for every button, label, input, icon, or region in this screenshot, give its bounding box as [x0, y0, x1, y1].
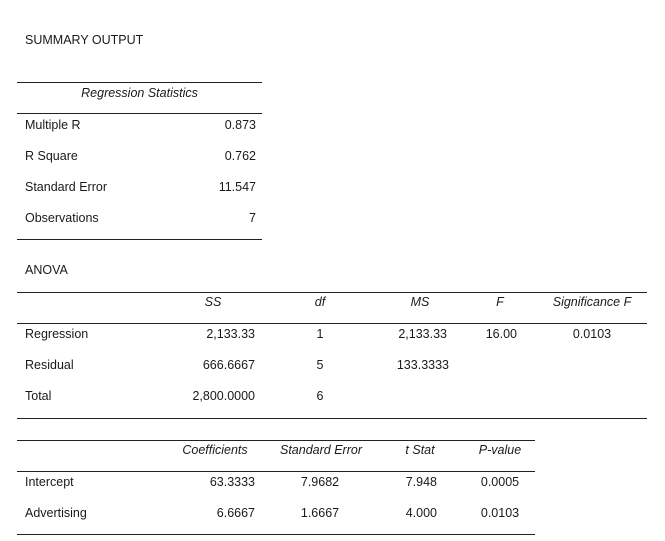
anova-regression-df: 1 [316, 327, 324, 341]
coef-bottom-rule [17, 534, 535, 535]
anova-top-rule [17, 292, 647, 293]
anova-label-regression: Regression [25, 327, 89, 341]
regstats-label-standard-error: Standard Error [25, 180, 107, 194]
summary-title: SUMMARY OUTPUT [25, 33, 144, 47]
anova-header-ms: MS [410, 295, 430, 309]
anova-total-df: 6 [316, 389, 324, 403]
anova-residual-ss: 666.6667 [202, 358, 255, 372]
coef-header-t-stat: t Stat [405, 443, 435, 457]
coef-header-standard-error: Standard Error [280, 443, 362, 457]
regstats-header-rule [17, 113, 262, 114]
regstats-label-r-square: R Square [25, 149, 78, 163]
anova-header-df: df [314, 295, 326, 309]
regstats-bottom-rule [17, 239, 262, 240]
anova-bottom-rule [17, 418, 647, 419]
coef-intercept-coefficient: 63.3333 [209, 475, 255, 489]
anova-header-ss: SS [204, 295, 222, 309]
regstats-value-multiple-r: 0.873 [224, 118, 256, 132]
regstats-top-rule [17, 82, 262, 83]
coef-advertising-t-stat: 4.000 [405, 506, 437, 520]
coef-label-intercept: Intercept [25, 475, 74, 489]
anova-header-significance-f: Significance F [552, 295, 632, 309]
anova-total-ss: 2,800.0000 [192, 389, 255, 403]
anova-regression-f: 16.00 [485, 327, 517, 341]
coef-top-rule [17, 440, 535, 441]
anova-residual-ms: 133.3333 [396, 358, 449, 372]
coef-label-advertising: Advertising [25, 506, 87, 520]
regstats-value-standard-error: 11.547 [218, 180, 256, 194]
anova-regression-significance-f: 0.0103 [572, 327, 612, 341]
regstats-label-multiple-r: Multiple R [25, 118, 81, 132]
anova-header-f: F [496, 295, 504, 309]
anova-residual-df: 5 [316, 358, 324, 372]
coef-intercept-p-value: 0.0005 [480, 475, 520, 489]
coef-intercept-standard-error: 7.9682 [300, 475, 340, 489]
coef-advertising-coefficient: 6.6667 [216, 506, 255, 520]
coef-advertising-standard-error: 1.6667 [300, 506, 340, 520]
anova-regression-ss: 2,133.33 [206, 327, 255, 341]
anova-label-residual: Residual [25, 358, 74, 372]
regstats-label-observations: Observations [25, 211, 99, 225]
anova-header-rule [17, 323, 647, 324]
regstats-value-r-square: 0.762 [224, 149, 256, 163]
anova-title: ANOVA [25, 263, 68, 277]
coef-header-p-value: P-value [478, 443, 522, 457]
coef-header-coefficients: Coefficients [182, 443, 248, 457]
anova-regression-ms: 2,133.33 [398, 327, 447, 341]
regstats-value-observations: 7 [249, 211, 256, 225]
coef-advertising-p-value: 0.0103 [480, 506, 520, 520]
coef-header-rule [17, 471, 535, 472]
regstats-header: Regression Statistics [81, 86, 198, 100]
coef-intercept-t-stat: 7.948 [405, 475, 437, 489]
anova-label-total: Total [25, 389, 52, 403]
